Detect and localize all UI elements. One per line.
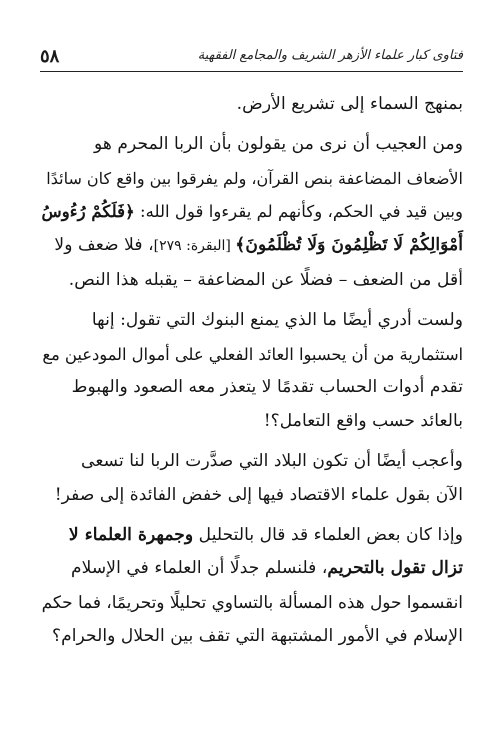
quran-verse: أَمْوَالِكُمْ لَا تَظْلِمُونَ وَلَا تُظْلَمُونَ﴾ [235,235,463,256]
bold-text: تزال تقول بالتحريم [327,558,463,579]
text-line: بالعائد حسب واقع التعامل؟! [263,411,463,432]
text-line: انقسموا حول هذه المسألة بالتساوي تحليلًا وتحريمًا، فما حكم [41,592,463,613]
text-line: وأعجب أيضًا أن تكون البلاد التي صدَّرت الربا لنا تسعى [81,450,463,471]
quran-verse: ﴿فَلَكُمْ رُءُوسُ [41,201,135,222]
page-header [40,44,463,74]
text-line [40,552,463,586]
page-body [40,88,463,654]
text-line: ومن العجيب أن نرى من يقولون بأن الربا المحرم هو [94,133,463,154]
text-line: استثمارية من أن يحسبوا العائد الفعلي على أموال المودعين مع [42,344,463,364]
text-line: الأضعاف المضاعفة بنص القرآن، ولم يفرقوا بين واقع كان سائدًا [46,168,463,188]
paragraph-1 [40,88,463,122]
text-line: أقل من الضعف – فضلًا عن المضاعفة – يقبله هذا النص. [68,269,463,290]
text-line: الإسلام في الأمور المشتبهة التي تقف بين الحلال والحرام؟ [51,625,463,646]
text-segment: وإذا كان بعض العلماء قد قال بالتحليل [193,524,463,545]
bold-text: وجمهرة العلماء لا [68,524,194,545]
verse-reference: [البقرة: ٢٧٩] [153,238,236,255]
text-segment: وبين قيد في الحكم، وكأنهم لم يقرءوا قول الله: [134,202,463,222]
text-line [40,229,463,264]
page-number: ٥٨ [40,46,60,67]
header-rule [40,71,463,72]
text-line [40,195,463,229]
text-line: تقدم أدوات الحساب تقدمًا لا يتعذر معه الصعود والهبوط [71,377,463,398]
text-line [40,519,463,553]
paragraph-3 [40,304,463,439]
paragraph-5 [40,519,463,654]
text-segment: ، فلا ضعف ولا [54,235,154,256]
text-line: بمنهج السماء إلى تشريع الأرض. [236,94,463,114]
paragraph-2 [40,128,463,298]
text-line: الآن بقول علماء الاقتصاد فيها إلى خفض الفائدة إلى صفر! [54,484,463,505]
paragraph-4 [40,445,463,513]
text-line: ولست أدري أيضًا ما الذي يمنع البنوك التي تقول: إنها [91,309,463,330]
running-title: فتاوى كبار علماء الأزهر الشريف والمجامع الفقهية [197,48,463,63]
text-segment: ، فلنسلم جدلًا أن العلماء في الإسلام [71,558,328,579]
